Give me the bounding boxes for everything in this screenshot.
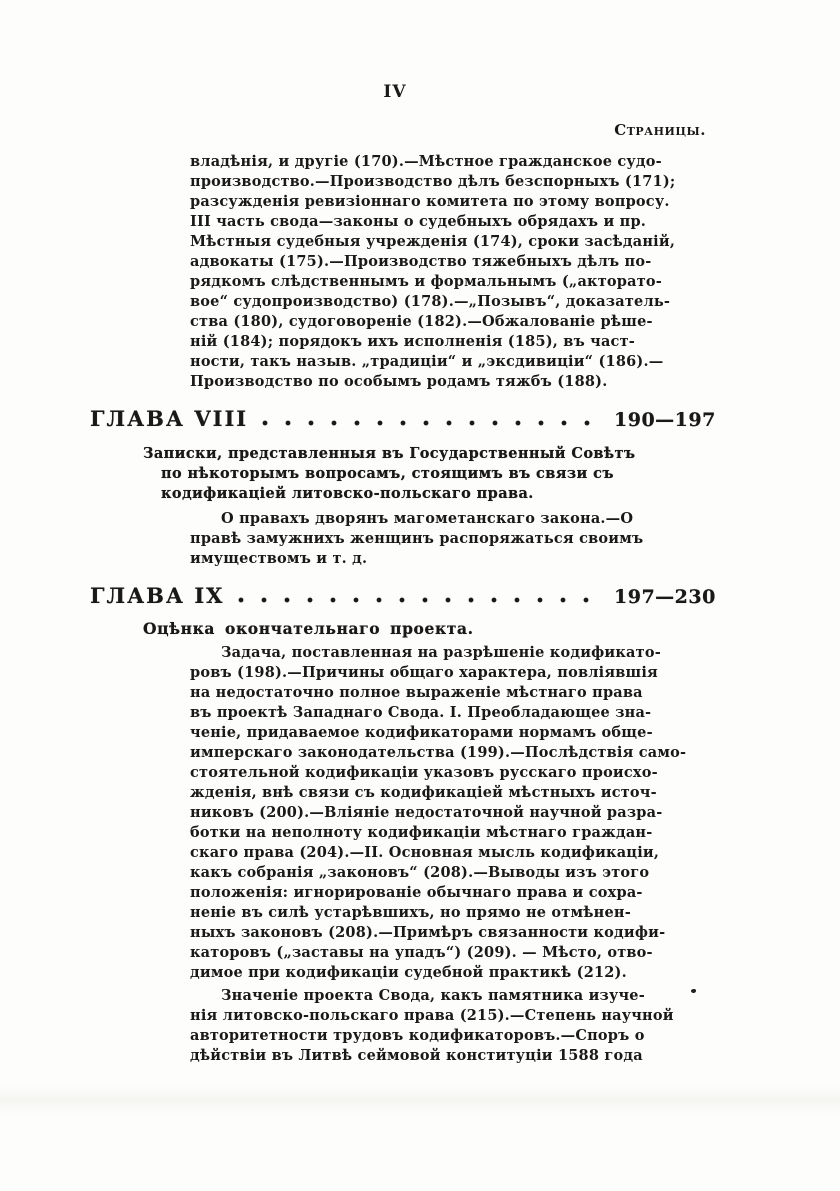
chapter-viii-page-range: 190—197	[614, 409, 716, 431]
dotted-leader	[238, 596, 604, 605]
chapter-viii-detail	[190, 509, 644, 569]
text-line: ровъ (198).—Причины общаго характера, повліявшія	[190, 664, 658, 681]
text-line: Значеніе проекта Свода, какъ памятника изуче-	[221, 987, 645, 1004]
text-line: Мѣстныя судебныя учрежденія (174), сроки засѣданій,	[190, 233, 676, 250]
toc-entry-chapter-viii	[90, 406, 716, 431]
text-line: никовъ (200).—Вліяніе недостаточной научной разра-	[190, 804, 663, 821]
text-line: ности, такъ назыв. „традиціи“ и „эксдивиціи“ (186).—	[190, 353, 664, 370]
text-line: рядкомъ слѣдственнымъ и формальнымъ („акторато-	[190, 273, 662, 290]
dotted-leader	[262, 419, 604, 428]
text-line: по нѣкоторымъ вопросамъ, стоящимъ въ связи съ	[161, 465, 614, 482]
text-line: дѣйствіи въ Литвѣ сеймовой конституціи 1588 года	[190, 1047, 643, 1064]
text-line: нія литовско-польскаго права (215).—Степень научной	[190, 1007, 674, 1024]
text-line: О правахъ дворянъ магометанскаго закона.—О	[221, 510, 634, 527]
chapter-viii-title: ГЛАВА VIII	[90, 406, 249, 431]
text-line: авторитетности трудовъ кодификаторовъ.—Споръ о	[190, 1027, 645, 1044]
chapter-ix-title: ГЛАВА IX	[90, 583, 225, 608]
chapter-ix-detail-paragraph-2	[190, 986, 674, 1066]
text-line: Задача, поставленная на разрѣшеніе кодификато-	[221, 644, 661, 661]
chapter-ix-detail-paragraph-1	[190, 643, 687, 983]
text-line: владѣнія, и другіе (170).—Мѣстное гражданское судо-	[190, 153, 662, 170]
pages-column-header: Страницы.	[614, 121, 706, 139]
text-line: адвокаты (175).—Производство тяжебныхъ дѣлъ по-	[190, 253, 652, 270]
page-number: IV	[383, 82, 407, 102]
chapter-viii-summary	[143, 444, 636, 504]
text-line: кодификаціей литовско-польскаго права.	[161, 485, 534, 502]
chapter-ix-subheading: Оцѣнка окончательнаго проекта.	[143, 619, 474, 638]
text-line: на недостаточно полное выраженіе мѣстнаго права	[190, 684, 643, 701]
toc-continued-paragraph	[190, 152, 676, 392]
text-line: скаго права (204).—II. Основная мысль кодификаціи,	[190, 844, 660, 861]
toc-entry-chapter-ix	[90, 583, 716, 608]
text-line: вое“ судопроизводство) (178).—„Позывъ“, доказатель-	[190, 293, 671, 310]
text-line: производство.—Производство дѣлъ безспорныхъ (171);	[190, 173, 676, 190]
text-line: какъ собранія „законовъ“ (208).—Выводы изъ этого	[190, 864, 650, 881]
text-line: III часть свода—законы о судебныхъ обрядахъ и пр.	[190, 213, 647, 230]
scan-shade	[0, 1085, 840, 1115]
text-line: имуществомъ и т. д.	[190, 550, 368, 567]
text-line: стоятельной кодификаціи указовъ русскаго происхо-	[190, 764, 658, 781]
text-line: Производство по особымъ родамъ тяжбъ (188).	[190, 373, 608, 390]
chapter-ix-page-range: 197—230	[614, 586, 716, 608]
text-line: ній (184); порядокъ ихъ исполненія (185), въ част-	[190, 333, 635, 350]
text-line: разсужденія ревизіоннаго комитета по этому вопросу.	[190, 193, 670, 210]
text-line: жденія, внѣ связи съ кодификаціей мѣстныхъ источ-	[190, 784, 657, 801]
text-line: правѣ замужнихъ женщинъ распоряжаться своимъ	[190, 530, 644, 547]
text-line: димое при кодификаціи судебной практикѣ (212).	[190, 964, 627, 981]
text-line: ства (180), судоговореніе (182).—Обжалованіе рѣше-	[190, 313, 653, 330]
text-line: каторовъ („заставы на упадъ“) (209). — Мѣсто, отво-	[190, 944, 653, 961]
text-line: имперскаго законодательства (199).—Послѣдствія само-	[190, 744, 687, 761]
text-line: неніе въ силѣ устарѣвшихъ, но прямо не отмѣнен-	[190, 904, 631, 921]
text-line: ныхъ законовъ (208).—Примѣръ связанности кодифи-	[190, 924, 666, 941]
ink-speck	[691, 989, 696, 993]
text-line: Записки, представленныя въ Государственный Совѣтъ	[143, 445, 636, 462]
text-line: ботки на неполноту кодификаціи мѣстнаго граждан-	[190, 824, 653, 841]
text-line: положенія: игнорированіе обычнаго права и сохра-	[190, 884, 643, 901]
text-line: въ проектѣ Западнаго Свода. I. Преобладающее зна-	[190, 704, 652, 721]
text-line: ченіе, придаваемое кодификаторами нормамъ обще-	[190, 724, 653, 741]
